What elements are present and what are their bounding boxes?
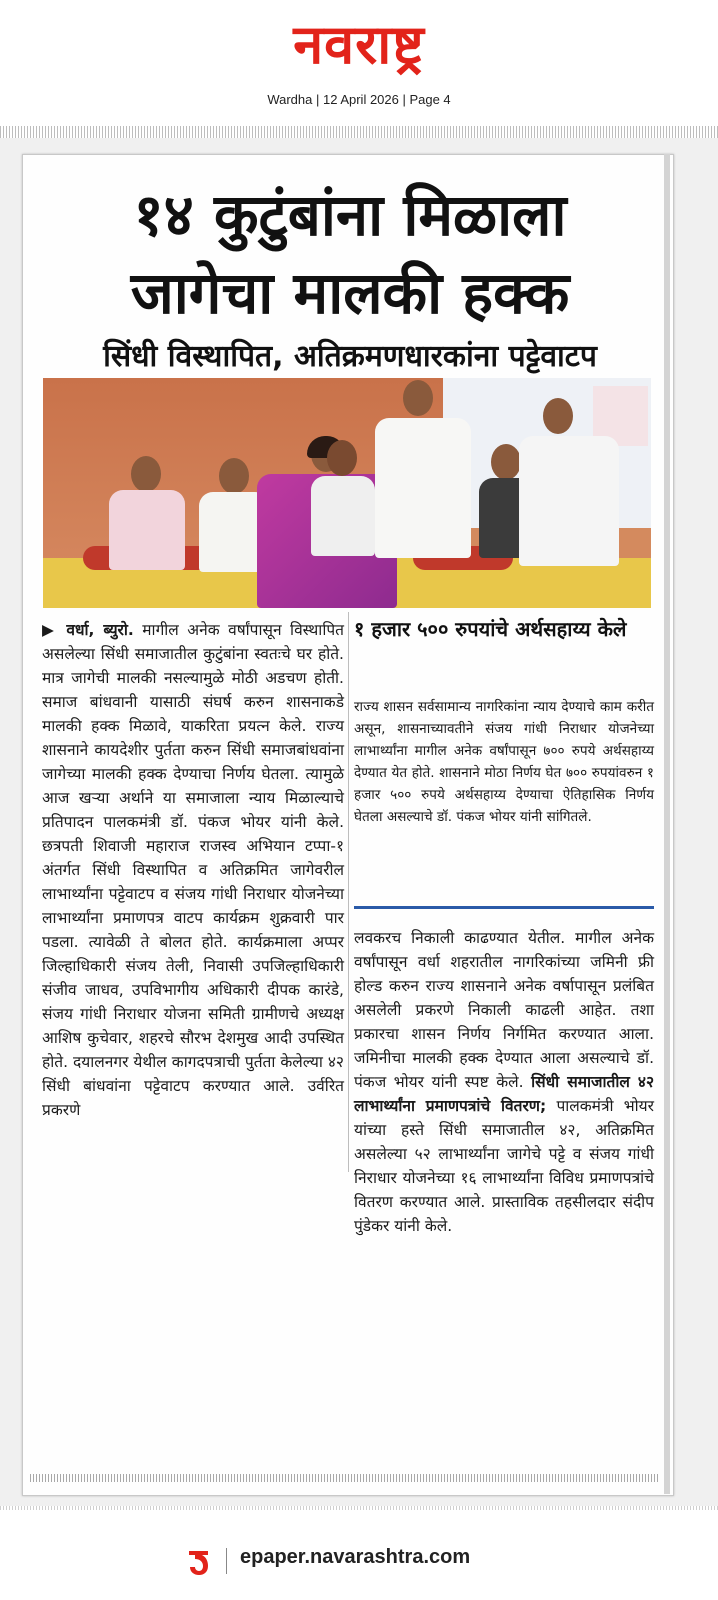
article-photo <box>43 378 651 608</box>
right-column-body-1: लवकरच निकाली काढण्यात येतील. मागील अनेक वर्षांपासून वर्धा शहरातील नागरिकांच्या जमिनी फ्री होल्ड करुन राज्य शासनाने अनेक वर्षापासून प्रलंबित असलेली प्रकरणे निकाली काढली आहेत. तशा प्रकारचा शासन निर्णय निर्गमित करण्यात आला. जमिनीचा मालकी हक्क देण्यात आला असल्याचे डॉ. पंकज भोयर यांनी स्पष्ट केले. <box>354 929 654 1091</box>
person-head <box>327 440 357 476</box>
sidebar-box-title: १ हजार ५०० रुपयांचे अर्थसहाय्य केले <box>354 617 627 641</box>
right-column-body-2: पालकमंत्री भोयर यांच्या हस्ते सिंधी समाजातील ४२, अतिक्रमित असलेल्या ५२ लाभार्थ्यांना जागेचे पट्टे व संजय गांधी निराधार योजनेच्या १६ लाभार्थ्यांना विविध प्रमाणपत्रांचे वितरण करण्यात आले. प्रास्ताविक तहसीलदार संदीप पुंडेकर यांनी केले. <box>354 1097 655 1235</box>
person-head <box>543 398 573 434</box>
column-divider <box>348 612 349 1172</box>
person-shirt <box>109 490 185 570</box>
epaper-url-link[interactable]: epaper.navarashtra.com <box>240 1546 471 1568</box>
newspaper-logo[interactable]: नवराष्ट्र <box>293 13 425 76</box>
headline-line-1: १४ कुटुंबांना मिळाला <box>133 181 567 249</box>
person-head <box>131 456 161 492</box>
bottom-divider <box>30 1474 660 1482</box>
sidebar-box-rule <box>354 906 654 909</box>
left-column-body: मागील अनेक वर्षांपासून विस्थापित असलेल्या सिंधी समाजातील कुटुंबांना स्वतःचे घर होते. मात्र जागेची मालकी नसल्यामुळे मोठी अडचण होती. समाज बांधवानी यासाठी संघर्ष करुन शासनाकडे मालकी हक्क मिळावे, याकरिता प्रयत्न केले. राज्य शासनाने कायदेशीर पुर्तता करुन सिंधी समाजबांधवांना जागेच्या मालकी हक्क देण्याचा निर्णय घेतला. त्यामुळे आज खऱ्या अर्थाने या समाजाला न्याय मिळाल्याचे प्रतिपादन पालकमंत्री डॉ. पंकज भोयर यांनी केले. छत्रपती शिवाजी महाराज राजस्व अभियान टप्पा-१ अंतर्गत सिंधी विस्थापित व अतिक्रमित जागेवरील लाभार्थ्यांना पट्टेवाटप व संजय गांधी निराधार योजनेच्या लाभार्थ्यांना प्रमाणपत्र वाटप कार्यक्रम शुक्रवारी पार पडला. त्यावेळी ते बोलत होते. कार्यक्रमाला अप्पर जिल्हाधिकारी संजय तेली, निवासी उपजिल्हाधिकारी संजीव जाधव, उपविभागीय अधिकारी दीपक कारंडे, संजय गांधी निराधार योजना समिती ग्रामीणचे अध्यक्ष आशिष कुचेवार, शहरचे सौरभ देशमुख आदी उपस्थित होते. दयालनगर येथील कागदपत्राची पुर्तता केलेल्या ४२ सिंधी बांधवांना पट्टेवाटप करण्यात आले. उर्वरित प्रकरणे <box>42 621 344 1119</box>
edition-line: Wardha | 12 April 2026 | Page 4 <box>267 92 451 107</box>
masthead <box>0 0 718 130</box>
article-left-column <box>42 618 344 1122</box>
person-head <box>491 444 521 480</box>
navarashtra-logo-icon[interactable] <box>186 1545 212 1577</box>
person-head <box>219 458 249 494</box>
sidebar-box-body: राज्य शासन सर्वसामान्य नागरिकांना न्याय देण्याचे काम करीत असून, शासनाच्यावतीने संजय गांधी निराधार योजनेच्या लाभार्थ्यांना मागील अनेक वर्षांपासून ७०० रुपये अर्थसहाय्य देण्यात येत होते. शासनाने मोठा निर्णय घेत ७०० रुपयांवरुन १ हजार ५०० रुपये अर्थसहाय्य देण्याचा ऐतिहासिक निर्णय घेतला असल्याचे डॉ. पंकज भोयर यांनी सांगितले. <box>354 699 654 825</box>
dateline: ▶ वर्धा, ब्युरो. <box>42 621 134 639</box>
person-head <box>403 380 433 416</box>
top-divider <box>0 126 718 138</box>
article-right-column <box>354 926 654 1238</box>
person-shirt <box>519 436 619 566</box>
person-shirt <box>375 418 471 558</box>
headline-line-2: जागेचा मालकी हक्क <box>130 259 570 327</box>
footer-separator <box>226 1548 227 1574</box>
person-shirt <box>311 476 375 556</box>
subheadline: सिंधी विस्थापित, अतिक्रमणधारकांना पट्टेवाटप <box>103 339 597 374</box>
right-column-lead-bold: सिंधी समाजातील ४२ लाभार्थ्यांना प्रमाणपत्रांचे वितरण; <box>354 1073 655 1115</box>
